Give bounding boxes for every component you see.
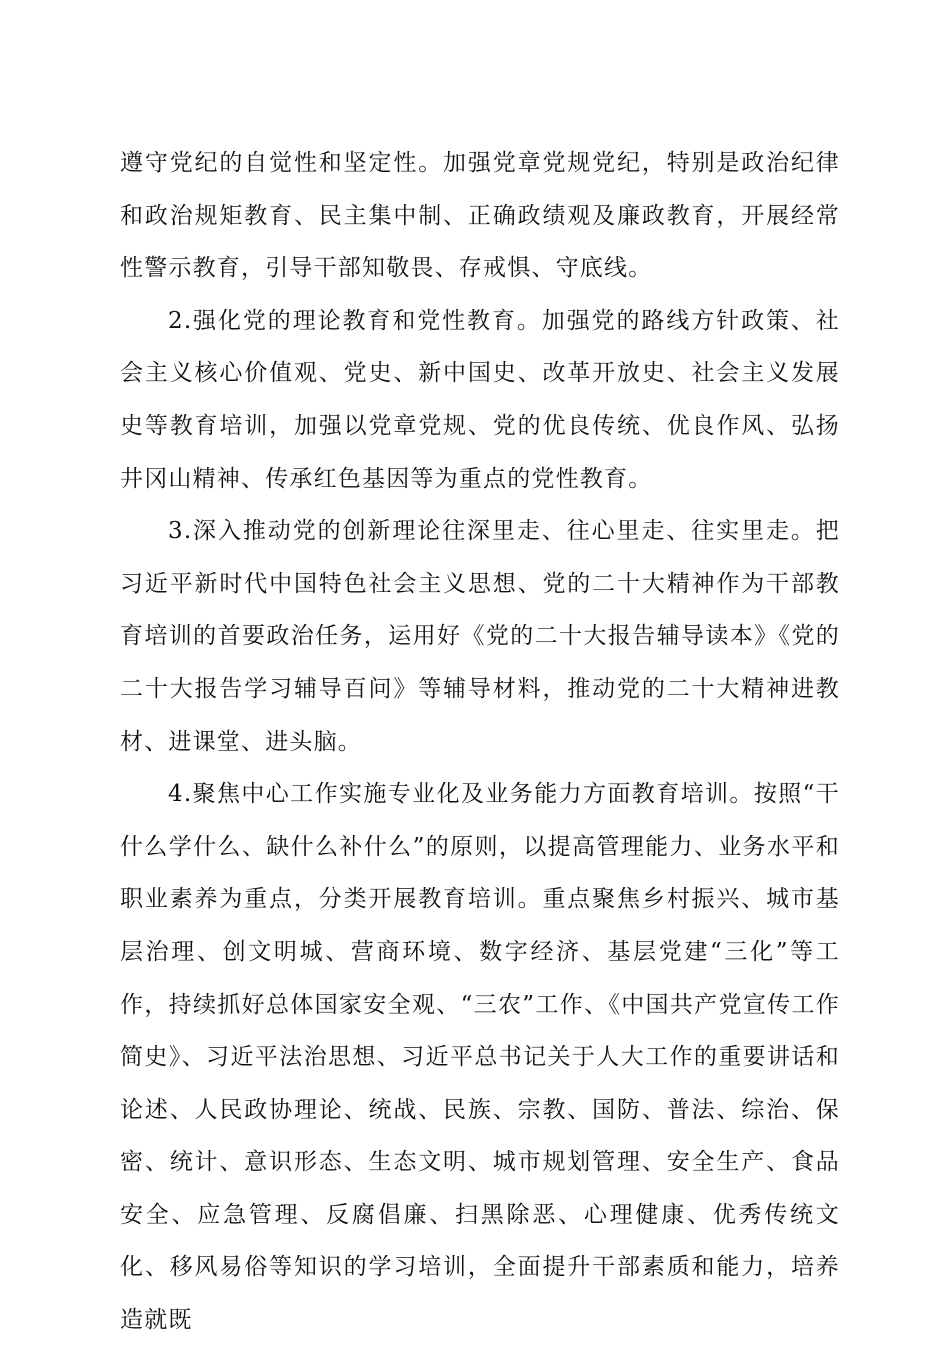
paragraph-item-4: 4.聚焦中心工作实施专业化及业务能力方面教育培训。按照“干什么学什么、缺什么补什么”的原则，以提高管理能力、业务水平和职业素养为重点，分类开展教育培训。重点聚焦乡村振兴、城市基层治理、创文明城、营商环境、数字经济、基层党建“三化”等工作，持续抓好总体国家安全观、“三农”工作、《中国共产党宣传工作简史》、习近平法治思想、习近平总书记关于人大工作的重要讲话和论述、人民政协理论、统战、民族、宗教、国防、普法、综治、保密、统计、意识形态、生态文明、城市规划管理、安全生产、食品安全、应急管理、反腐倡廉、扫黑除恶、心理健康、优秀传统文化、移风易俗等知识的学习培训，全面提升干部素质和能力，培养造就既 <box>120 781 840 1334</box>
paragraph-item-2: 2.强化党的理论教育和党性教育。加强党的路线方针政策、社会主义核心价值观、党史、新中国史、改革开放史、社会主义发展史等教育培训，加强以党章党规、党的优良传统、优良作风、弘扬井冈山精神、传承红色基因等为重点的党性教育。 <box>120 307 840 492</box>
paragraph-continuation: 遵守党纪的自觉性和坚定性。加强党章党规党纪，特别是政治纪律和政治规矩教育、民主集中制、正确政绩观及廉政教育，开展经常性警示教育，引导干部知敬畏、存戒惧、守底线。 <box>120 150 840 282</box>
document-body <box>120 137 840 1347</box>
paragraph-item-3: 3.深入推动党的创新理论往深里走、往心里走、往实里走。把习近平新时代中国特色社会主义思想、党的二十大精神作为干部教育培训的首要政治任务，运用好《党的二十大报告辅导读本》《党的二十大报告学习辅导百问》等辅导材料，推动党的二十大精神进教材、进课堂、进头脑。 <box>120 518 840 755</box>
